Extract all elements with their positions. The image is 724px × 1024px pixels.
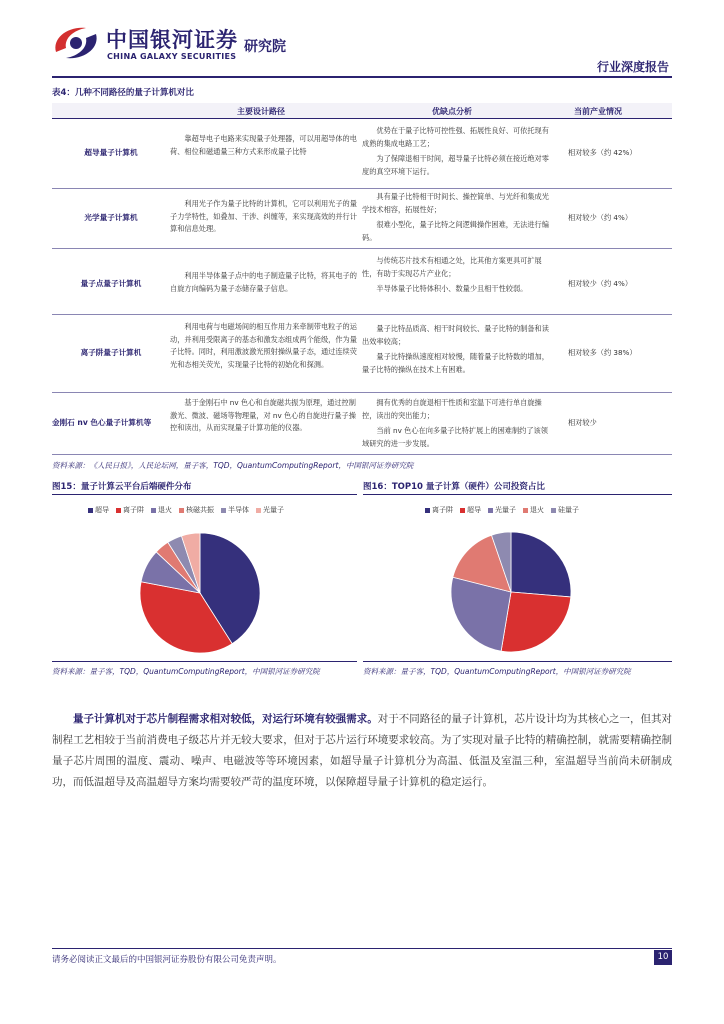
row-pros — [362, 191, 550, 247]
row-name: 离子阱量子计算机 — [80, 348, 142, 357]
table-source: 资料来源：《人民日报》，人民论坛网，量子客，TQD，QuantumComputingReport，中国银河证券研究院 — [52, 461, 414, 470]
legend-swatch — [179, 508, 184, 513]
legend-swatch — [256, 508, 261, 513]
row-pros-point: 为了保障退相干时间，超导量子比特必须在接近绝对零度的真空环境下运行。 — [362, 154, 549, 176]
pie-chart — [449, 530, 573, 654]
row-status: 相对较少 — [568, 418, 597, 427]
legend-swatch — [488, 508, 493, 513]
column-header: 优缺点分析 — [432, 107, 472, 116]
pie-slice-超导 — [501, 592, 571, 652]
body-paragraph — [52, 709, 672, 793]
legend-swatch — [88, 508, 93, 513]
brand-name-cn: 中国银河证券 — [106, 27, 238, 52]
legend-label: 退火 — [158, 506, 172, 514]
legend-item — [151, 505, 172, 515]
legend-label: 离子阱 — [432, 506, 453, 514]
footer-divider — [52, 948, 672, 949]
row-pros — [362, 323, 550, 379]
row-path: 靠超导电子电路来实现量子处理器，可以用超导体的电荷、相位和磁通量三种方式来形成量子比特 — [170, 134, 357, 156]
row-name: 超导量子计算机 — [84, 148, 138, 157]
legend-item — [425, 505, 453, 515]
table-row — [52, 393, 672, 455]
row-pros-point: 当前 nv 色心在向多量子比特扩展上的困难制约了该领域研究的进一步发展。 — [362, 426, 548, 448]
legend-label: 光量子 — [263, 506, 284, 514]
row-pros — [362, 125, 550, 181]
legend-swatch — [460, 508, 465, 513]
legend-swatch — [116, 508, 121, 513]
row-path: 利用光子作为量子比特的计算机，它可以利用光子的量子力学特性，如叠加、干涉、纠缠等，来实现高效的并行计算和信息处理。 — [170, 199, 357, 233]
column-header: 当前产业情况 — [574, 107, 622, 116]
row-pros-point: 拥有优秀的自旋退相干性质和室温下可进行单自旋操控，读出的突出能力； — [362, 398, 542, 420]
body-text: 对于不同路径的量子计算机，芯片设计均为其核心之一，但其对制程工艺相较于当前消费电子级芯片并无较大要求，但对于芯片运行环境要求较高。为了实现对量子比特的精确控制，就需要精确控制量子芯片周围的温度、震动、噪声、电磁波等等环境因素，如超导量子计算机分为高温、低温及室温三种，室温超导当前尚未研制成功，而低温超导及高温超导方案均需要较严苛的温度环境，以保障超导量子计算机的稳定运行。 — [52, 713, 673, 788]
legend-item — [488, 505, 516, 515]
legend-label: 核磁共振 — [186, 506, 214, 514]
body-lead: 量子计算机对于芯片制程需求相对较低，对运行环境有较强需求。 — [73, 713, 378, 725]
legend-swatch — [551, 508, 556, 513]
legend-label: 硅量子 — [558, 506, 579, 514]
legend-label: 光量子 — [495, 506, 516, 514]
legend-label: 半导体 — [228, 506, 249, 514]
row-name: 金刚石 nv 色心量子计算机等 — [52, 418, 152, 427]
legend-item — [221, 505, 249, 515]
legend-item — [179, 505, 214, 515]
legend-item — [256, 505, 284, 515]
row-pros-point: 与传统芯片技术有相通之处，比其他方案更具可扩展性，有助于实现芯片产业化； — [362, 256, 542, 278]
header-divider — [52, 76, 672, 78]
pie-slice-离子阱 — [511, 532, 571, 597]
row-pros — [362, 397, 550, 453]
galaxy-logo-icon — [50, 22, 102, 64]
legend-label: 退火 — [530, 506, 544, 514]
pie-chart — [138, 531, 262, 655]
row-path: 利用半导体量子点中的电子制造量子比特，将其电子的自旋方向编码为量子态储存量子信息。 — [170, 271, 357, 293]
chart-legend — [425, 505, 579, 515]
table-row — [52, 119, 672, 189]
figure-caption: 图16：TOP10 量子计算（硬件）公司投资占比 — [363, 480, 672, 495]
legend-label: 超导 — [95, 506, 109, 514]
table-caption: 表4：几种不同路径的量子计算机对比 — [52, 88, 194, 98]
row-pros — [362, 255, 550, 299]
row-pros-point: 具有量子比特相干时间长、操控简单、与光纤和集成光学技术相容，拓展性好； — [362, 192, 549, 214]
legend-item — [523, 505, 544, 515]
brand-subtitle: 研究院 — [244, 39, 286, 55]
legend-swatch — [523, 508, 528, 513]
row-name: 光学量子计算机 — [84, 213, 138, 222]
row-pros-point: 优势在于量子比特可控性强、拓展性良好、可依托现有成熟的集成电路工艺； — [362, 126, 549, 148]
table-row — [52, 249, 672, 315]
legend-item — [116, 505, 144, 515]
figure-divider — [363, 661, 672, 662]
table-row — [52, 189, 672, 249]
legend-item — [88, 505, 109, 515]
row-pros-point: 量子比特品质高、相干时间较长、量子比特的制备和读出效率较高； — [362, 324, 549, 346]
brand-name-en: CHINA GALAXY SECURITIES — [107, 52, 237, 61]
footer-disclaimer: 请务必阅读正文最后的中国银河证券股份有限公司免责声明。 — [52, 955, 282, 965]
figure-divider — [52, 661, 357, 662]
row-name: 量子点量子计算机 — [80, 279, 142, 288]
row-path: 利用电荷与电磁场间的相互作用力来牵制带电粒子的运动，并利用受限离子的基态和激发态组成两个能级，作为量子比特。同时，利用激波激光照射操纵量子态，通过连续荧光和态相关荧光，实现量子比特的初始化和探测。 — [170, 322, 357, 369]
legend-label: 离子阱 — [123, 506, 144, 514]
row-path: 基于金刚石中 nv 色心和自旋磁共振为原理，通过控制激光、微波、磁场等物理量，对 nv 色心的自旋进行量子操控和读出，从而实现量子计算功能的仪器。 — [170, 398, 356, 432]
figure-caption: 图15：量子计算云平台后端硬件分布 — [52, 480, 357, 495]
table-header — [52, 103, 672, 119]
chart-legend — [88, 505, 284, 515]
legend-swatch — [221, 508, 226, 513]
row-status: 相对较多（约 38%） — [568, 348, 637, 357]
row-status: 相对较少（约 4%） — [568, 279, 633, 288]
legend-label: 超导 — [467, 506, 481, 514]
row-status: 相对较少（约 4%） — [568, 213, 633, 222]
figure-source: 资料来源：量子客，TQD，QuantumComputingReport，中国银河证券研究院 — [363, 667, 631, 676]
report-type: 行业深度报告 — [596, 60, 669, 74]
row-pros-point: 半导体量子比特体积小、数量少且相干性较弱。 — [376, 284, 528, 293]
column-header: 主要设计路径 — [237, 107, 285, 116]
row-pros-point: 很难小型化，量子比特之间逻辑操作困难，无法进行编码。 — [362, 220, 549, 242]
legend-item — [551, 505, 579, 515]
legend-item — [460, 505, 481, 515]
figure-source: 资料来源：量子客，TQD，QuantumComputingReport，中国银河证券研究院 — [52, 667, 320, 676]
table-row — [52, 315, 672, 393]
legend-swatch — [425, 508, 430, 513]
legend-swatch — [151, 508, 156, 513]
page-number: 10 — [654, 950, 672, 965]
row-pros-point: 量子比特操纵速度相对较慢，随着量子比特数的增加，量子比特的操纵在技术上有困难。 — [362, 352, 549, 374]
row-status: 相对较多（约 42%） — [568, 148, 637, 157]
